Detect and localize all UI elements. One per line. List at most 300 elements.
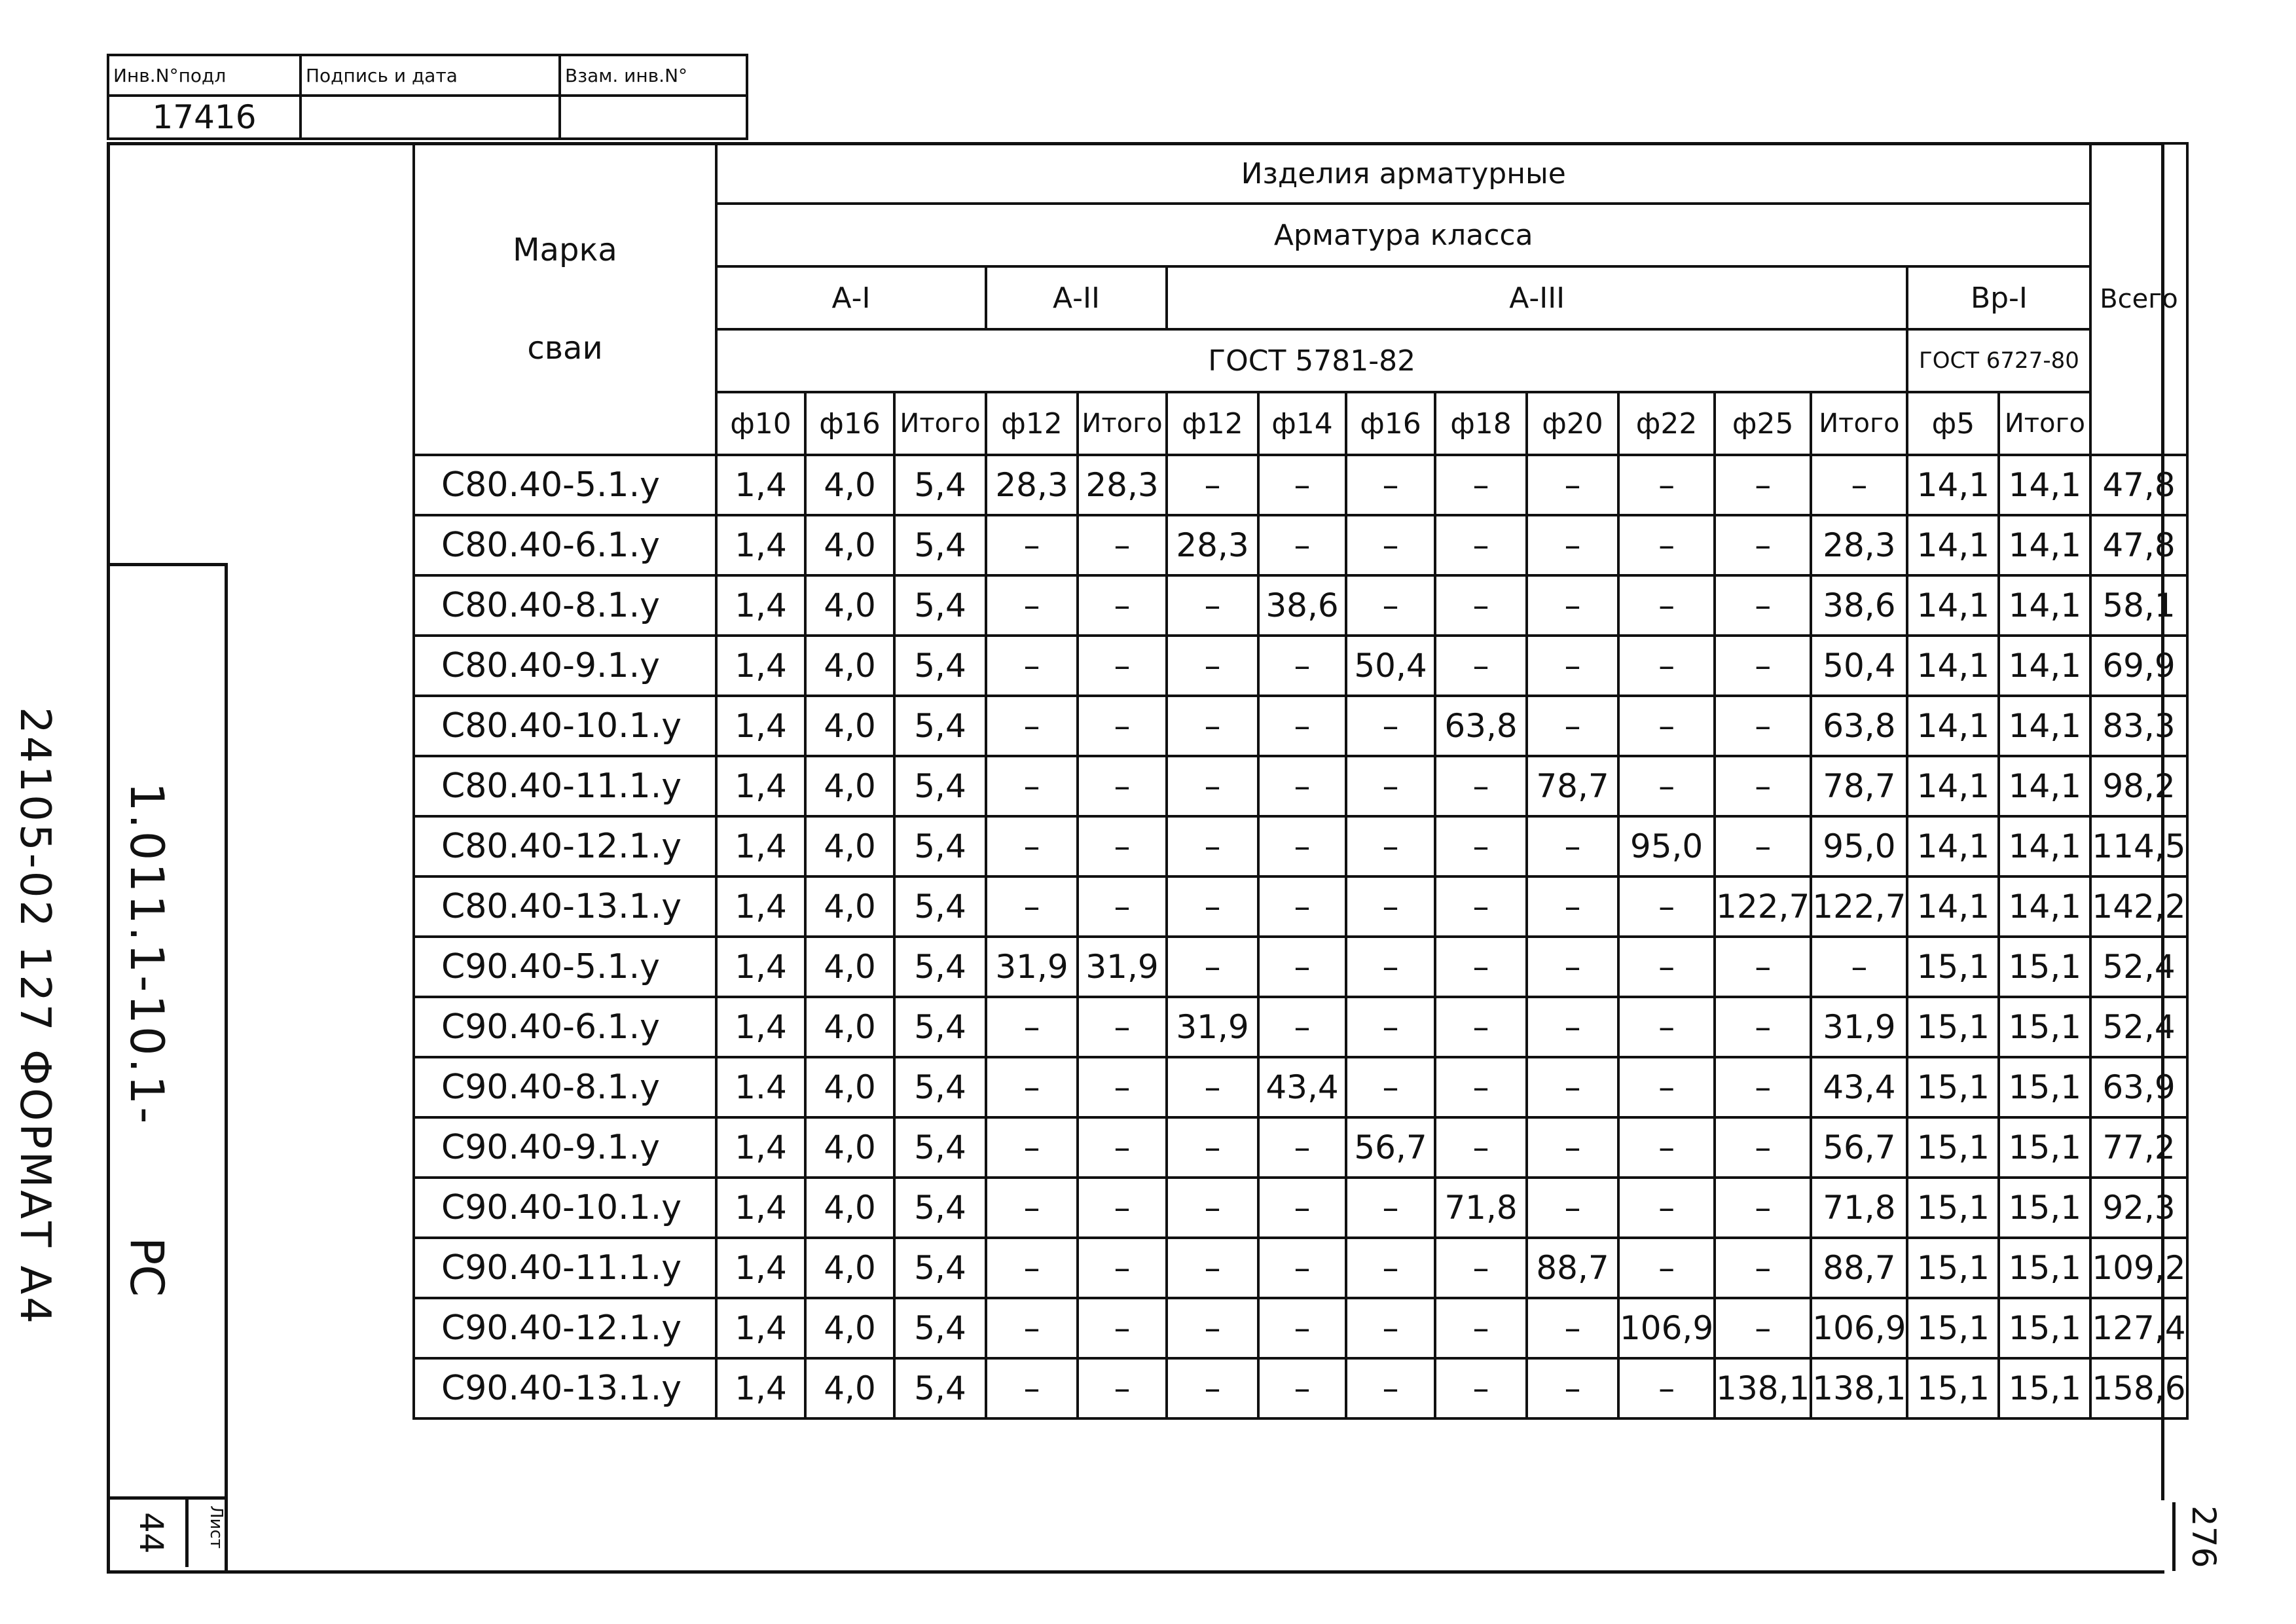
- value-cell: –: [986, 816, 1078, 876]
- value-cell: –: [1715, 515, 1811, 575]
- total-cell: 109,2: [2090, 1238, 2187, 1298]
- value-cell: 4,0: [805, 1298, 894, 1358]
- value-cell: 14,1: [1907, 455, 1999, 515]
- value-cell: 4,0: [805, 455, 894, 515]
- value-cell: –: [1258, 1358, 1346, 1418]
- table-row: [414, 876, 2187, 937]
- value-cell: –: [1167, 575, 1258, 636]
- value-cell: 14,1: [1907, 756, 1999, 816]
- value-cell: 28,3: [1811, 515, 1907, 575]
- value-cell: 5,4: [894, 455, 986, 515]
- value-cell: 14,1: [1999, 756, 2090, 816]
- class-a3: А-III: [1167, 266, 1907, 329]
- value-cell: –: [986, 756, 1078, 816]
- value-cell: –: [1618, 455, 1715, 515]
- value-cell: –: [1258, 937, 1346, 997]
- value-cell: –: [1435, 756, 1527, 816]
- value-cell: 4,0: [805, 997, 894, 1057]
- value-cell: 15,1: [1907, 1238, 1999, 1298]
- value-cell: –: [1618, 1358, 1715, 1418]
- value-cell: –: [1435, 575, 1527, 636]
- value-cell: –: [986, 1358, 1078, 1418]
- value-cell: 71,8: [1435, 1178, 1527, 1238]
- value-cell: –: [986, 575, 1078, 636]
- value-cell: 1,4: [716, 455, 805, 515]
- table-row: [414, 1057, 2187, 1117]
- value-cell: –: [1618, 937, 1715, 997]
- value-cell: –: [1078, 515, 1167, 575]
- total-header: Всего: [2090, 143, 2187, 455]
- column-header: ф25: [1715, 392, 1811, 455]
- value-cell: 31,9: [1078, 937, 1167, 997]
- value-cell: 106,9: [1811, 1298, 1907, 1358]
- value-cell: –: [1346, 1298, 1435, 1358]
- value-cell: –: [1618, 1057, 1715, 1117]
- value-cell: –: [1258, 756, 1346, 816]
- value-cell: 14,1: [1907, 575, 1999, 636]
- value-cell: –: [986, 1057, 1078, 1117]
- value-cell: 4,0: [805, 575, 894, 636]
- value-cell: 15,1: [1907, 937, 1999, 997]
- value-cell: 14,1: [1907, 636, 1999, 696]
- table-subtitle: Арматура класса: [716, 204, 2090, 266]
- column-header: ф18: [1435, 392, 1527, 455]
- value-cell: 43,4: [1258, 1057, 1346, 1117]
- value-cell: –: [1715, 575, 1811, 636]
- value-cell: –: [1346, 1358, 1435, 1418]
- value-cell: –: [1618, 756, 1715, 816]
- value-cell: 5,4: [894, 1178, 986, 1238]
- value-cell: 4,0: [805, 1057, 894, 1117]
- value-cell: –: [1167, 1117, 1258, 1178]
- value-cell: –: [1078, 876, 1167, 937]
- value-cell: –: [1258, 515, 1346, 575]
- value-cell: 4,0: [805, 1117, 894, 1178]
- total-cell: 83,3: [2090, 696, 2187, 756]
- column-header: Итого: [1811, 392, 1907, 455]
- pile-mark: С80.40-13.1.у: [414, 876, 716, 937]
- value-cell: –: [1715, 1178, 1811, 1238]
- value-cell: 1,4: [716, 1358, 805, 1418]
- total-cell: 92,3: [2090, 1178, 2187, 1238]
- value-cell: 71,8: [1811, 1178, 1907, 1238]
- table-row: [414, 455, 2187, 515]
- value-cell: –: [1715, 636, 1811, 696]
- stamp-value-replace: [560, 96, 747, 139]
- value-cell: 1,4: [716, 816, 805, 876]
- value-cell: –: [1715, 1117, 1811, 1178]
- value-cell: –: [1346, 1238, 1435, 1298]
- value-cell: 63,8: [1811, 696, 1907, 756]
- value-cell: 1,4: [716, 1298, 805, 1358]
- value-cell: –: [1715, 1298, 1811, 1358]
- table-row: [414, 1358, 2187, 1418]
- value-cell: –: [1811, 937, 1907, 997]
- value-cell: 1,4: [716, 756, 805, 816]
- value-cell: –: [1618, 575, 1715, 636]
- value-cell: 4,0: [805, 1178, 894, 1238]
- standard-gost-5781: ГОСТ 5781-82: [716, 329, 1907, 392]
- value-cell: –: [1258, 876, 1346, 937]
- total-cell: 158,6: [2090, 1358, 2187, 1418]
- total-cell: 47,8: [2090, 455, 2187, 515]
- value-cell: –: [1167, 696, 1258, 756]
- value-cell: –: [1715, 455, 1811, 515]
- value-cell: 95,0: [1811, 816, 1907, 876]
- value-cell: –: [1167, 455, 1258, 515]
- value-cell: 1,4: [716, 1178, 805, 1238]
- value-cell: –: [1167, 1238, 1258, 1298]
- value-cell: –: [1078, 1117, 1167, 1178]
- value-cell: –: [1167, 876, 1258, 937]
- value-cell: –: [1435, 816, 1527, 876]
- pile-mark: С90.40-10.1.у: [414, 1178, 716, 1238]
- class-vr1: Вр-I: [1907, 266, 2090, 329]
- value-cell: 5,4: [894, 1238, 986, 1298]
- value-cell: –: [1167, 756, 1258, 816]
- value-cell: –: [1435, 455, 1527, 515]
- pile-mark: С90.40-9.1.у: [414, 1117, 716, 1178]
- value-cell: –: [1078, 1298, 1167, 1358]
- value-cell: 106,9: [1618, 1298, 1715, 1358]
- value-cell: –: [1715, 696, 1811, 756]
- side-box-divider: [107, 1496, 225, 1500]
- value-cell: –: [986, 997, 1078, 1057]
- value-cell: –: [1618, 876, 1715, 937]
- value-cell: –: [1435, 937, 1527, 997]
- value-cell: 122,7: [1715, 876, 1811, 937]
- value-cell: 138,1: [1811, 1358, 1907, 1418]
- sheet-label: Лист: [206, 1506, 226, 1549]
- value-cell: 14,1: [1999, 575, 2090, 636]
- value-cell: 38,6: [1258, 575, 1346, 636]
- value-cell: 5,4: [894, 696, 986, 756]
- column-header: ф12: [1167, 392, 1258, 455]
- table-row: [414, 997, 2187, 1057]
- value-cell: 15,1: [1907, 1117, 1999, 1178]
- sheet-number: 44: [132, 1512, 170, 1554]
- pile-mark: С80.40-12.1.у: [414, 816, 716, 876]
- value-cell: 5,4: [894, 515, 986, 575]
- value-cell: –: [1715, 997, 1811, 1057]
- value-cell: –: [1078, 636, 1167, 696]
- value-cell: –: [1258, 1178, 1346, 1238]
- section-code: РС: [120, 1237, 173, 1297]
- total-cell: 98,2: [2090, 756, 2187, 816]
- value-cell: 15,1: [1907, 1298, 1999, 1358]
- value-cell: 14,1: [1999, 816, 2090, 876]
- value-cell: 88,7: [1811, 1238, 1907, 1298]
- value-cell: 15,1: [1907, 997, 1999, 1057]
- pile-mark: С80.40-11.1.у: [414, 756, 716, 816]
- page-number: 276: [2185, 1506, 2223, 1568]
- value-cell: 4,0: [805, 1238, 894, 1298]
- value-cell: 4,0: [805, 636, 894, 696]
- value-cell: –: [1527, 816, 1618, 876]
- value-cell: 14,1: [1999, 876, 2090, 937]
- value-cell: 5,4: [894, 1358, 986, 1418]
- value-cell: –: [1618, 636, 1715, 696]
- value-cell: –: [986, 1117, 1078, 1178]
- table-row: [414, 515, 2187, 575]
- value-cell: 15,1: [1999, 937, 2090, 997]
- total-cell: 47,8: [2090, 515, 2187, 575]
- approval-stamp: [107, 54, 748, 140]
- value-cell: 95,0: [1618, 816, 1715, 876]
- value-cell: –: [1258, 997, 1346, 1057]
- value-cell: –: [986, 515, 1078, 575]
- value-cell: 15,1: [1999, 1117, 2090, 1178]
- column-header: Итого: [1999, 392, 2090, 455]
- value-cell: 43,4: [1811, 1057, 1907, 1117]
- stamp-value-inv: 17416: [108, 96, 301, 139]
- value-cell: –: [1715, 937, 1811, 997]
- value-cell: –: [1167, 937, 1258, 997]
- value-cell: 15,1: [1907, 1178, 1999, 1238]
- value-cell: 14,1: [1907, 515, 1999, 575]
- value-cell: 88,7: [1527, 1238, 1618, 1298]
- value-cell: –: [1618, 1178, 1715, 1238]
- page-number-divider: [2172, 1502, 2176, 1571]
- value-cell: –: [1258, 816, 1346, 876]
- value-cell: –: [1346, 1178, 1435, 1238]
- value-cell: –: [1346, 515, 1435, 575]
- table-row: [414, 1117, 2187, 1178]
- value-cell: 4,0: [805, 696, 894, 756]
- value-cell: –: [1435, 1298, 1527, 1358]
- table-row: [414, 1298, 2187, 1358]
- value-cell: –: [1527, 455, 1618, 515]
- value-cell: 50,4: [1811, 636, 1907, 696]
- value-cell: 1,4: [716, 997, 805, 1057]
- value-cell: 5,4: [894, 756, 986, 816]
- table-row: [414, 636, 2187, 696]
- value-cell: –: [1078, 816, 1167, 876]
- value-cell: –: [1618, 1117, 1715, 1178]
- value-cell: 14,1: [1999, 515, 2090, 575]
- value-cell: 1,4: [716, 636, 805, 696]
- table-row: [414, 1178, 2187, 1238]
- value-cell: –: [1346, 997, 1435, 1057]
- value-cell: –: [1618, 997, 1715, 1057]
- value-cell: –: [1258, 1117, 1346, 1178]
- value-cell: 5,4: [894, 816, 986, 876]
- value-cell: 15,1: [1999, 1057, 2090, 1117]
- value-cell: –: [1258, 1298, 1346, 1358]
- value-cell: 31,9: [986, 937, 1078, 997]
- value-cell: 138,1: [1715, 1358, 1811, 1418]
- value-cell: 78,7: [1527, 756, 1618, 816]
- value-cell: –: [1527, 515, 1618, 575]
- value-cell: 5,4: [894, 876, 986, 937]
- value-cell: –: [986, 1178, 1078, 1238]
- reinforcement-spec-table: [412, 142, 2189, 1420]
- value-cell: –: [1078, 1057, 1167, 1117]
- value-cell: –: [986, 696, 1078, 756]
- pile-mark: С90.40-8.1.у: [414, 1057, 716, 1117]
- value-cell: –: [1258, 1238, 1346, 1298]
- table-title: Изделия арматурные: [716, 143, 2090, 204]
- total-cell: 69,9: [2090, 636, 2187, 696]
- value-cell: –: [1346, 575, 1435, 636]
- value-cell: 15,1: [1999, 1238, 2090, 1298]
- value-cell: –: [1167, 1057, 1258, 1117]
- value-cell: –: [1078, 997, 1167, 1057]
- value-cell: –: [1435, 1358, 1527, 1418]
- value-cell: –: [1435, 1057, 1527, 1117]
- value-cell: 5,4: [894, 636, 986, 696]
- stamp-header-sign: Подпись и дата: [301, 55, 560, 96]
- value-cell: 15,1: [1999, 1178, 2090, 1238]
- value-cell: –: [1527, 1178, 1618, 1238]
- value-cell: –: [986, 636, 1078, 696]
- value-cell: 28,3: [986, 455, 1078, 515]
- value-cell: –: [1078, 696, 1167, 756]
- value-cell: –: [986, 1238, 1078, 1298]
- value-cell: 1,4: [716, 1238, 805, 1298]
- value-cell: 5,4: [894, 575, 986, 636]
- value-cell: –: [1346, 876, 1435, 937]
- value-cell: –: [986, 1298, 1078, 1358]
- value-cell: 5,4: [894, 1298, 986, 1358]
- value-cell: –: [1715, 816, 1811, 876]
- value-cell: 4,0: [805, 937, 894, 997]
- total-cell: 58,1: [2090, 575, 2187, 636]
- value-cell: 56,7: [1346, 1117, 1435, 1178]
- spec-body: [414, 455, 2187, 1418]
- total-cell: 77,2: [2090, 1117, 2187, 1178]
- value-cell: –: [1527, 575, 1618, 636]
- value-cell: –: [1258, 636, 1346, 696]
- column-header: ф16: [1346, 392, 1435, 455]
- value-cell: –: [1715, 756, 1811, 816]
- value-cell: –: [1078, 1358, 1167, 1418]
- value-cell: 63,8: [1435, 696, 1527, 756]
- value-cell: 14,1: [1907, 696, 1999, 756]
- total-cell: 63,9: [2090, 1057, 2187, 1117]
- total-cell: 52,4: [2090, 997, 2187, 1057]
- value-cell: 1,4: [716, 515, 805, 575]
- value-cell: –: [1527, 997, 1618, 1057]
- value-cell: 15,1: [1907, 1358, 1999, 1418]
- pile-mark: С90.40-12.1.у: [414, 1298, 716, 1358]
- column-header: ф10: [716, 392, 805, 455]
- value-cell: –: [1167, 1358, 1258, 1418]
- value-cell: 1,4: [716, 1117, 805, 1178]
- value-cell: –: [1078, 575, 1167, 636]
- value-cell: –: [1715, 1238, 1811, 1298]
- value-cell: –: [1618, 515, 1715, 575]
- pile-mark: С80.40-9.1.у: [414, 636, 716, 696]
- value-cell: –: [1346, 816, 1435, 876]
- value-cell: 50,4: [1346, 636, 1435, 696]
- table-row: [414, 937, 2187, 997]
- value-cell: 14,1: [1999, 455, 2090, 515]
- value-cell: 28,3: [1078, 455, 1167, 515]
- value-cell: 14,1: [1907, 816, 1999, 876]
- table-row: [414, 575, 2187, 636]
- value-cell: 31,9: [1811, 997, 1907, 1057]
- value-cell: –: [1435, 997, 1527, 1057]
- side-box-vertical-divider: [185, 1496, 189, 1567]
- column-header: ф14: [1258, 392, 1346, 455]
- value-cell: –: [1346, 937, 1435, 997]
- value-cell: –: [1811, 455, 1907, 515]
- value-cell: 122,7: [1811, 876, 1907, 937]
- value-cell: –: [1167, 1178, 1258, 1238]
- value-cell: 1,4: [716, 876, 805, 937]
- pile-mark: С90.40-6.1.у: [414, 997, 716, 1057]
- value-cell: –: [1527, 1117, 1618, 1178]
- value-cell: 14,1: [1999, 696, 2090, 756]
- pile-mark: С90.40-11.1.у: [414, 1238, 716, 1298]
- value-cell: 4,0: [805, 876, 894, 937]
- value-cell: –: [1527, 1298, 1618, 1358]
- value-cell: –: [1258, 455, 1346, 515]
- series-code: 1.011.1-10.1-: [120, 782, 173, 1127]
- table-row: [414, 816, 2187, 876]
- value-cell: 1,4: [716, 937, 805, 997]
- value-cell: 5,4: [894, 1117, 986, 1178]
- value-cell: –: [1527, 1057, 1618, 1117]
- value-cell: 15,1: [1999, 1298, 2090, 1358]
- value-cell: 5,4: [894, 1057, 986, 1117]
- column-header: ф20: [1527, 392, 1618, 455]
- value-cell: 4,0: [805, 816, 894, 876]
- value-cell: –: [1527, 1358, 1618, 1418]
- value-cell: –: [1078, 756, 1167, 816]
- value-cell: 1,4: [716, 575, 805, 636]
- table-row: [414, 756, 2187, 816]
- column-header: ф16: [805, 392, 894, 455]
- table-row: [414, 696, 2187, 756]
- pile-mark: С80.40-8.1.у: [414, 575, 716, 636]
- value-cell: 4,0: [805, 1358, 894, 1418]
- total-cell: 127,4: [2090, 1298, 2187, 1358]
- value-cell: 31,9: [1167, 997, 1258, 1057]
- column-header: ф22: [1618, 392, 1715, 455]
- value-cell: –: [1435, 1238, 1527, 1298]
- value-cell: 4,0: [805, 515, 894, 575]
- stamp-value-sign: [301, 96, 560, 139]
- value-cell: –: [1258, 696, 1346, 756]
- pile-mark: С80.40-6.1.у: [414, 515, 716, 575]
- value-cell: 15,1: [1999, 1358, 2090, 1418]
- value-cell: –: [1527, 636, 1618, 696]
- table-row: [414, 1238, 2187, 1298]
- class-a2: А-II: [986, 266, 1167, 329]
- value-cell: –: [1527, 696, 1618, 756]
- value-cell: 38,6: [1811, 575, 1907, 636]
- stamp-header-inv: Инв.N°подл: [108, 55, 301, 96]
- value-cell: 78,7: [1811, 756, 1907, 816]
- value-cell: 14,1: [1907, 876, 1999, 937]
- column-header: Итого: [894, 392, 986, 455]
- value-cell: –: [1167, 636, 1258, 696]
- pile-mark: С90.40-5.1.у: [414, 937, 716, 997]
- value-cell: 5,4: [894, 997, 986, 1057]
- value-cell: –: [1346, 1057, 1435, 1117]
- total-cell: 114,5: [2090, 816, 2187, 876]
- value-cell: 56,7: [1811, 1117, 1907, 1178]
- value-cell: –: [1167, 816, 1258, 876]
- value-cell: 1.4: [716, 1057, 805, 1117]
- value-cell: –: [1346, 455, 1435, 515]
- total-cell: 142,2: [2090, 876, 2187, 937]
- value-cell: 28,3: [1167, 515, 1258, 575]
- value-cell: –: [1435, 1117, 1527, 1178]
- value-cell: –: [1618, 1238, 1715, 1298]
